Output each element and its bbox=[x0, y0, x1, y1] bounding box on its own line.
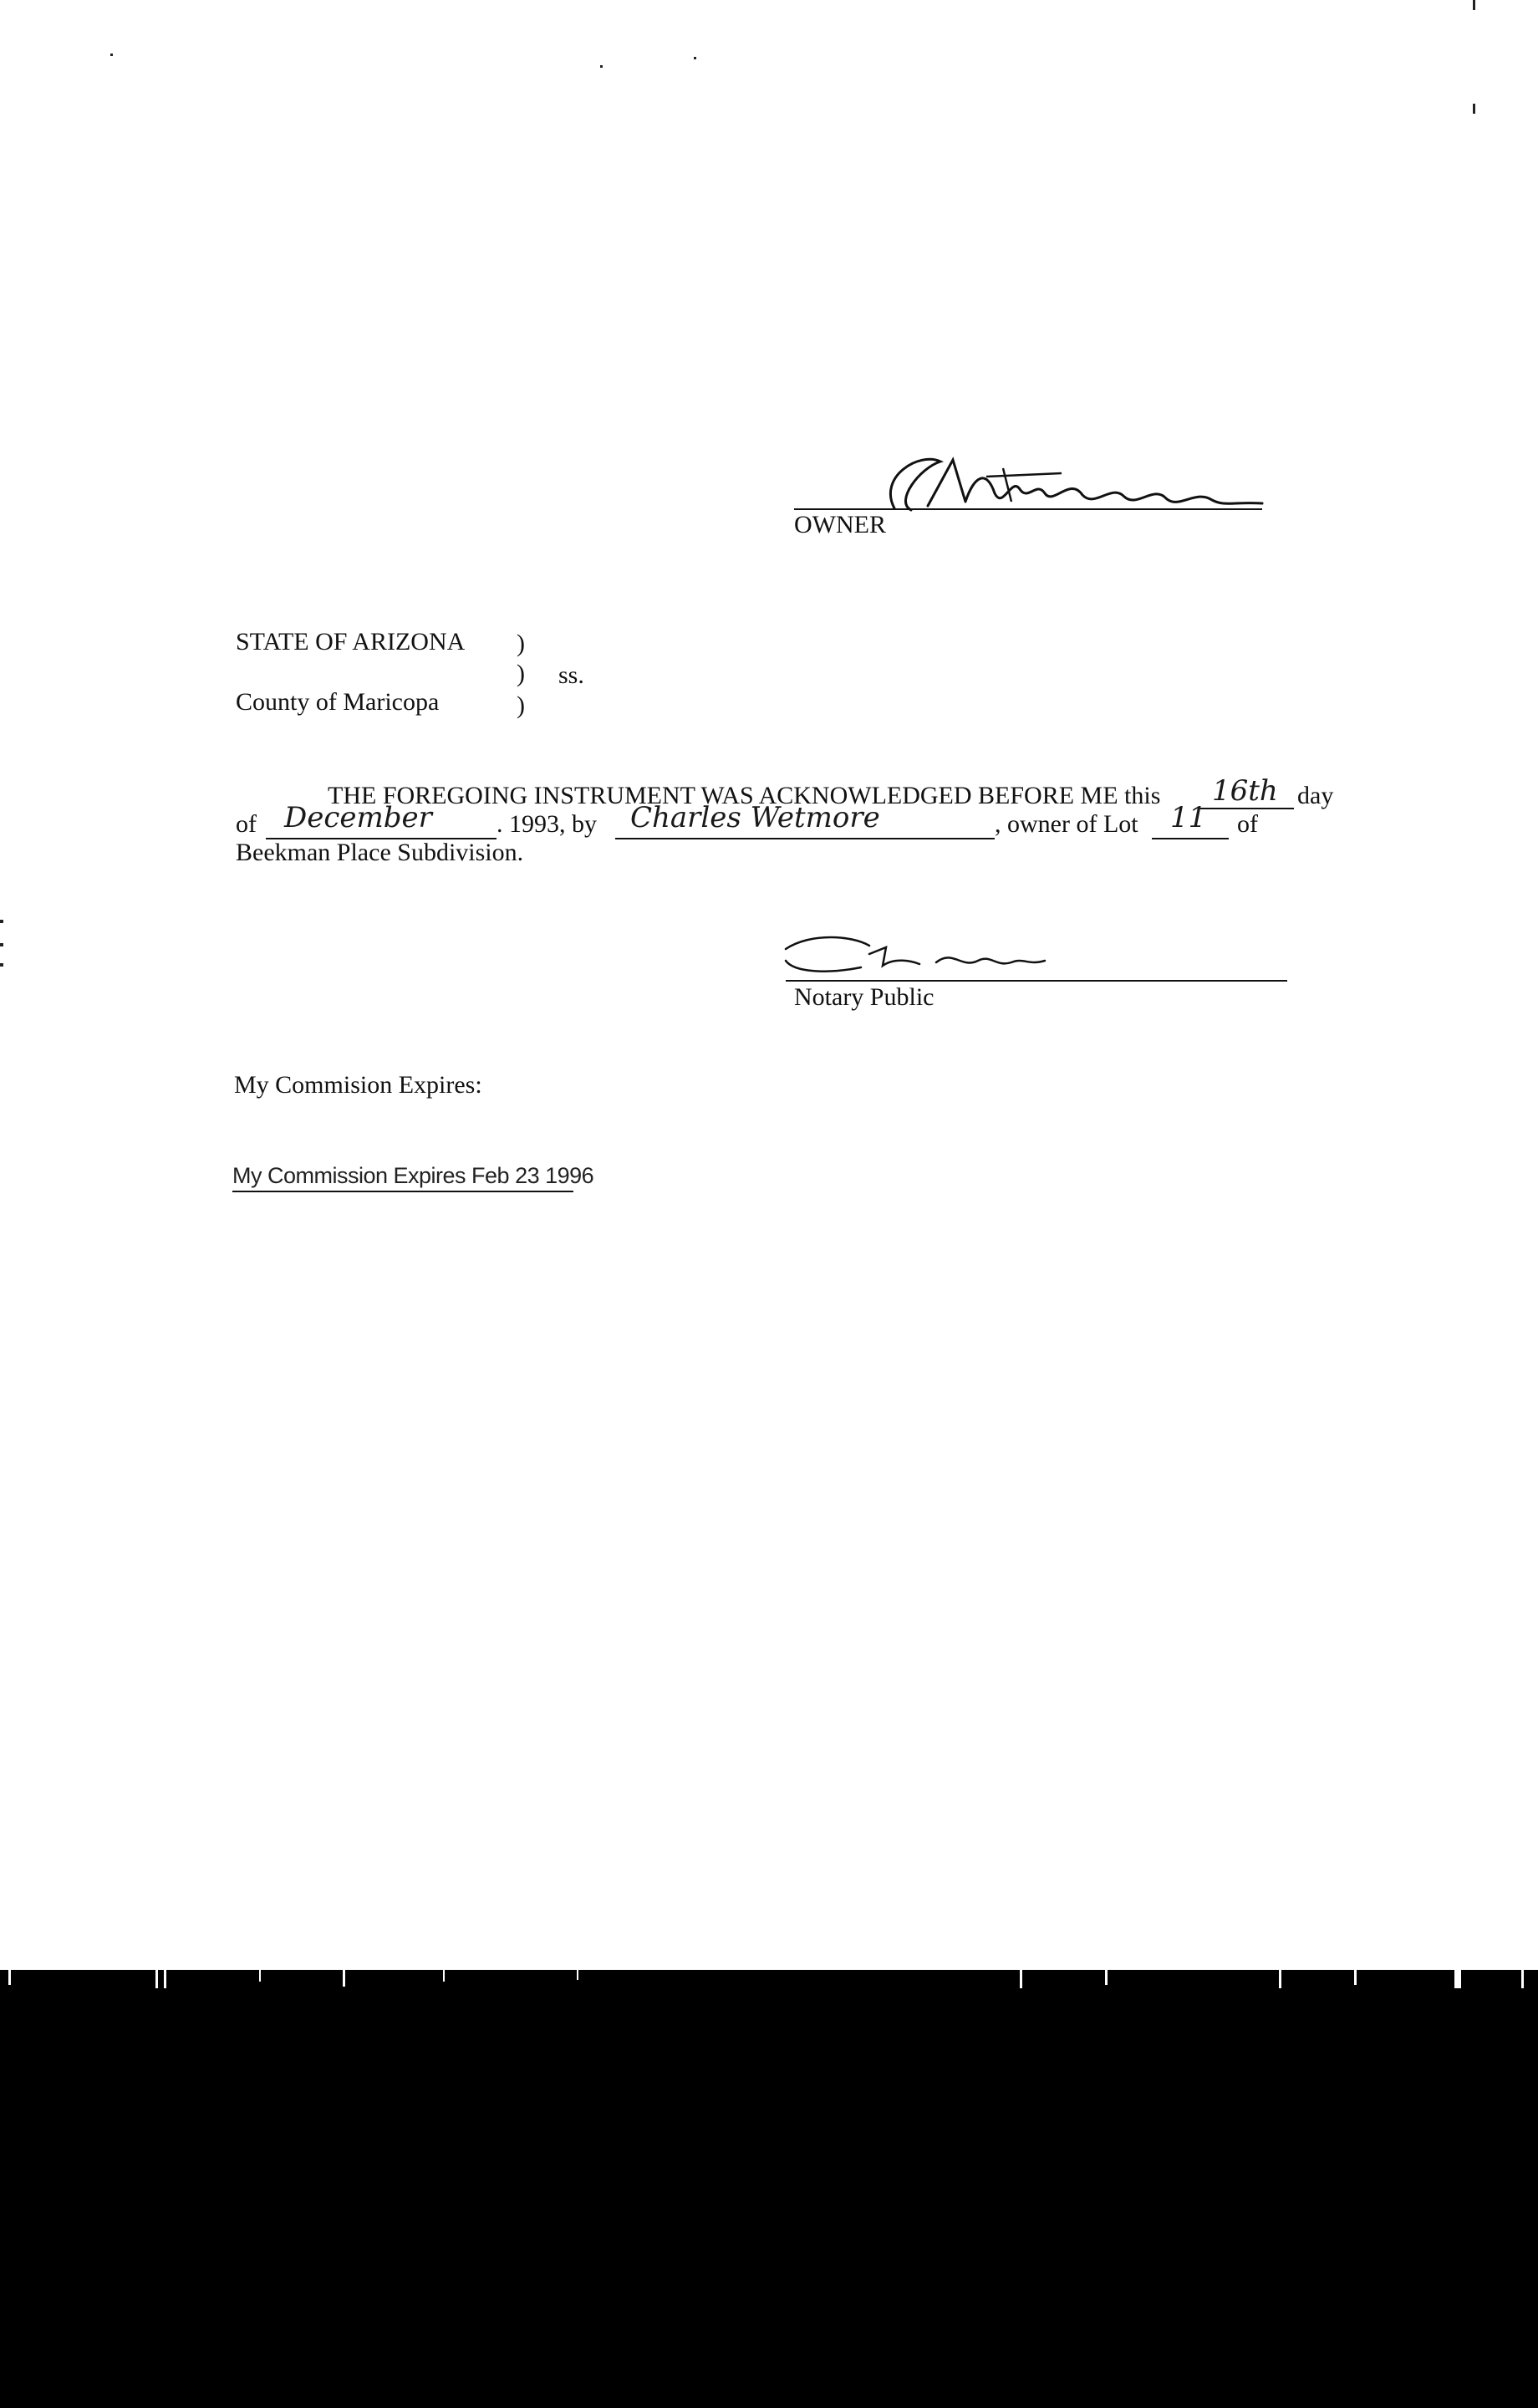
scan-speck bbox=[0, 963, 3, 967]
ack-month-value: December bbox=[284, 801, 432, 834]
scan-speck bbox=[0, 920, 3, 923]
scan-artifact bbox=[1105, 1970, 1108, 1985]
scan-artifact bbox=[1454, 1970, 1461, 1988]
county-name: County of Maricopa bbox=[236, 688, 440, 716]
venue-paren: ) bbox=[517, 630, 525, 657]
scan-artifact bbox=[443, 1970, 445, 1982]
scan-artifact bbox=[259, 1970, 261, 1982]
ack-subdivision: Beekman Place Subdivision. bbox=[236, 839, 524, 866]
owner-signature bbox=[794, 443, 1279, 518]
scan-speck bbox=[0, 943, 3, 946]
ack-lot-value: 11 bbox=[1170, 801, 1207, 834]
commission-label: My Commision Expires: bbox=[234, 1071, 482, 1099]
scan-artifact bbox=[8, 1970, 11, 1985]
notary-label: Notary Public bbox=[794, 983, 935, 1011]
scan-artifact bbox=[343, 1970, 345, 1987]
scan-speck bbox=[694, 57, 696, 59]
ack-year-by: . 1993, by bbox=[497, 810, 597, 838]
ack-day-word: day bbox=[1297, 782, 1334, 809]
venue-paren: ) bbox=[517, 691, 525, 719]
scan-artifact bbox=[577, 1970, 578, 1980]
scan-speck bbox=[1473, 104, 1475, 114]
notary-signature-line bbox=[786, 980, 1287, 982]
scan-speck bbox=[110, 54, 113, 56]
venue-ss: ss. bbox=[558, 661, 584, 689]
scan-artifact bbox=[1354, 1970, 1357, 1985]
ack-lead: THE FOREGOING INSTRUMENT WAS ACKNOWLEDGED BEFORE ME this bbox=[328, 782, 1161, 809]
ack-of-end: of bbox=[1237, 810, 1258, 838]
scan-artifact bbox=[1521, 1970, 1524, 1988]
state-name: STATE OF ARIZONA bbox=[236, 628, 466, 656]
scan-artifact bbox=[1279, 1970, 1281, 1988]
owner-label: OWNER bbox=[794, 511, 886, 538]
scan-border-band bbox=[0, 1970, 1538, 2408]
ack-owner-of-lot: , owner of Lot bbox=[995, 810, 1138, 838]
ack-day-value: 16th bbox=[1212, 774, 1278, 808]
scan-speck bbox=[600, 65, 603, 68]
notary-signature bbox=[777, 924, 1128, 982]
ack-name-value: Charles Wetmore bbox=[630, 801, 880, 834]
scan-artifact bbox=[155, 1970, 158, 1988]
commission-stamp-underline bbox=[232, 1191, 573, 1192]
scan-speck bbox=[1473, 0, 1475, 10]
ack-of-word: of bbox=[236, 810, 257, 838]
venue-paren: ) bbox=[517, 660, 525, 687]
commission-stamp: My Commission Expires Feb 23 1996 bbox=[232, 1163, 594, 1188]
scan-artifact bbox=[1020, 1970, 1022, 1988]
lot-line bbox=[1152, 838, 1229, 839]
name-line bbox=[615, 838, 995, 839]
scan-artifact bbox=[164, 1970, 166, 1988]
